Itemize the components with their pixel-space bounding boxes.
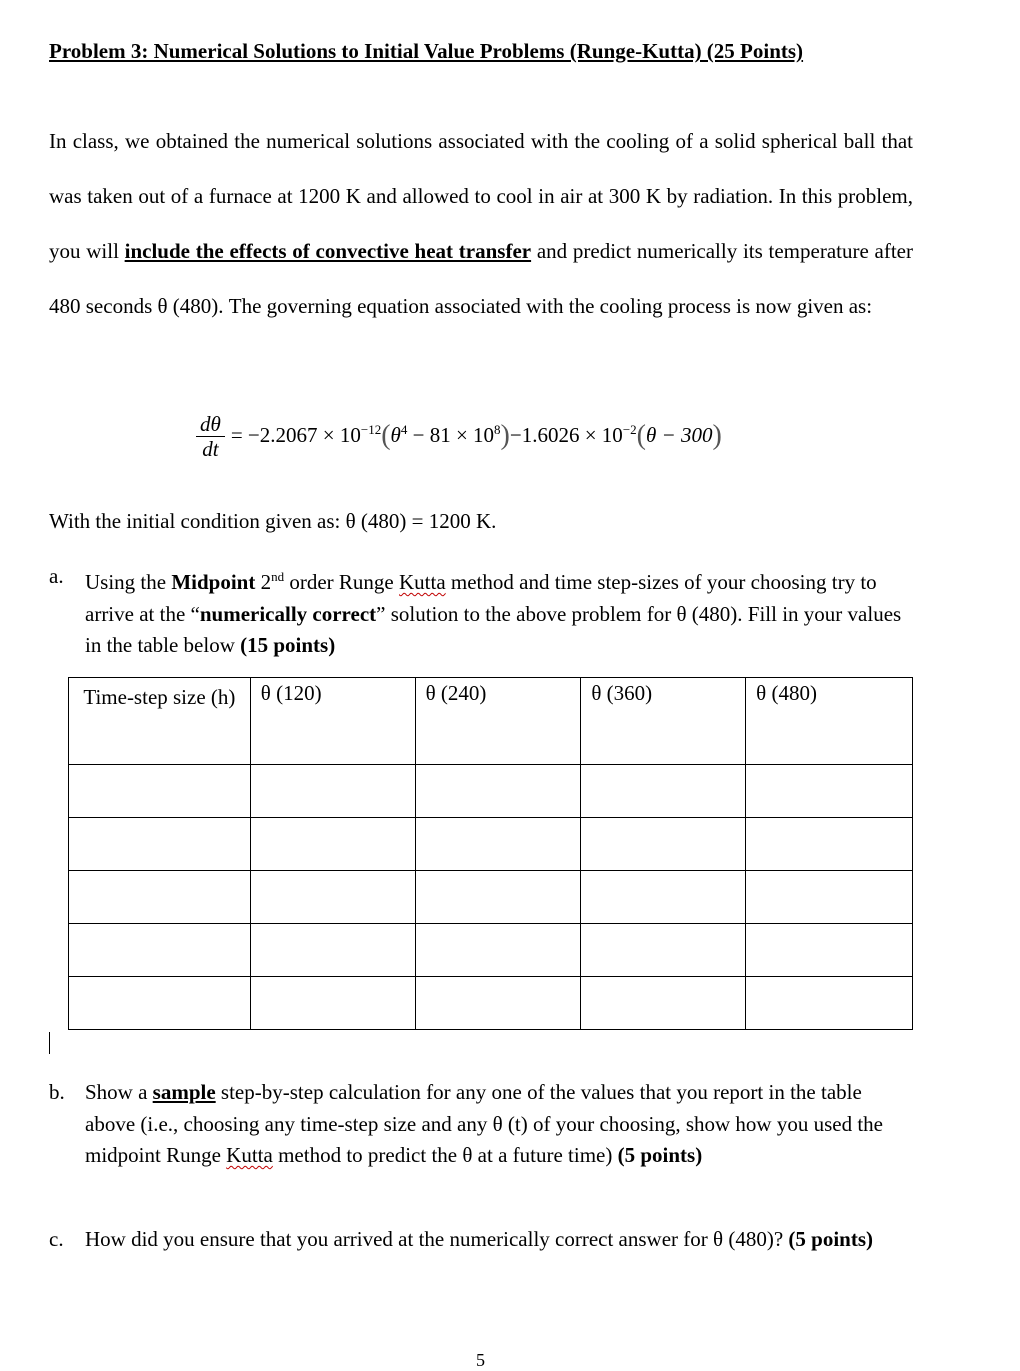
header-step-size: Time-step size (h): [69, 678, 251, 765]
eq-term-d: −1.6026 × 10: [509, 423, 623, 447]
initial-condition: With the initial condition given as: θ (480) = 1200 K.: [49, 509, 497, 533]
part-a-text-2: 2: [255, 570, 272, 594]
header-theta-240: θ (240): [415, 678, 581, 765]
table-cell[interactable]: [581, 977, 746, 1030]
table-row: [69, 765, 913, 818]
table-cell[interactable]: [250, 818, 415, 871]
eq-exp-c: 8: [494, 422, 501, 437]
page-title: Problem 3: Numerical Solutions to Initial Value Problems (Runge-Kutta) (25 Points): [49, 39, 804, 63]
header-theta-120: θ (120): [250, 678, 415, 765]
eq-term-c: − 81 × 10: [407, 423, 495, 447]
part-a-text-1: Using the: [85, 570, 172, 594]
governing-equation: [196, 406, 722, 466]
part-a-text-4: method and time step-sizes of your choosing try to arrive at the “: [85, 570, 877, 626]
page-number: 5: [476, 1350, 485, 1370]
table-cell[interactable]: [415, 818, 581, 871]
table-cell[interactable]: [581, 924, 746, 977]
part-b-text-1: Show a: [85, 1080, 153, 1104]
table-header-row: [69, 678, 913, 765]
table-row: [69, 818, 913, 871]
derivative-denominator: dt: [202, 436, 219, 461]
part-a-text-3: order Runge: [284, 570, 399, 594]
table-cell[interactable]: [415, 871, 581, 924]
part-a-text-5: ” solution to the above problem for θ (480). Fill in your values in the table below: [85, 601, 902, 657]
part-b: [49, 1077, 913, 1172]
part-a: [49, 561, 913, 662]
part-c-body: [85, 1224, 913, 1256]
table-cell[interactable]: [69, 871, 251, 924]
part-c: [49, 1224, 913, 1256]
part-c-marker: c.: [49, 1227, 64, 1251]
part-b-text-2: step-by-step calculation for any one of the values that you report in the table above (i.e., choosing any time-step size and any θ (t) of your choosing, show how you used the midpoint Runge: [85, 1080, 883, 1167]
table-cell[interactable]: [250, 871, 415, 924]
table-cell[interactable]: [746, 871, 913, 924]
part-a-bold-correct: numerically correct: [199, 601, 377, 626]
table-cell[interactable]: [250, 924, 415, 977]
eq-exp-d: −2: [622, 422, 637, 437]
intro-emphasis: include the effects of convective heat transfer: [124, 239, 532, 263]
intro-text-2: and predict numerically its temperature after 480 seconds θ (480). The governing equation associated with the cooling process is now given as:: [49, 239, 913, 318]
part-a-points: (15 points): [240, 633, 336, 657]
table-cell[interactable]: [746, 924, 913, 977]
part-b-kutta: Kutta: [226, 1143, 273, 1167]
table-cell[interactable]: [250, 977, 415, 1030]
derivative-fraction: [196, 412, 225, 461]
part-a-marker: a.: [49, 564, 64, 588]
results-table: [68, 677, 913, 1030]
eq-term-a: = −2.2067 × 10: [230, 423, 361, 447]
table-cell[interactable]: [69, 818, 251, 871]
intro-text-1: In class, we obtained the numerical solutions associated with the cooling of a solid spherical ball that was taken out of a furnace at 1200 K and allowed to cool in air at 300 K by radiation. In this problem, you will: [49, 129, 913, 263]
part-a-superscript: nd: [271, 569, 285, 584]
part-b-points: (5 points): [617, 1143, 703, 1167]
table-cell[interactable]: [746, 765, 913, 818]
table-cell[interactable]: [746, 818, 913, 871]
part-a-body: [85, 561, 913, 662]
eq-exp-b: 4: [400, 422, 408, 437]
derivative-numerator: dθ: [196, 412, 225, 437]
table-row: [69, 871, 913, 924]
table-cell[interactable]: [250, 765, 415, 818]
text-cursor: [49, 1032, 50, 1054]
part-b-bold-sample: sample: [152, 1080, 216, 1104]
equation-rhs: = $-2.2067 \times 10^{-12}(\theta^4 - 81 \times 10^8)-1.6026 \times 10^{-2}(\theta - 300)$: [230, 420, 722, 451]
table-cell[interactable]: [746, 977, 913, 1030]
intro-paragraph: [49, 114, 913, 334]
table-cell[interactable]: [69, 765, 251, 818]
table-cell[interactable]: [581, 871, 746, 924]
part-b-marker: b.: [49, 1080, 65, 1104]
table-cell[interactable]: [69, 924, 251, 977]
table-row: [69, 977, 913, 1030]
table-cell[interactable]: [415, 977, 581, 1030]
table-cell[interactable]: [581, 818, 746, 871]
part-b-body: [85, 1077, 913, 1172]
part-a-kutta: Kutta: [399, 570, 446, 594]
table-row: [69, 924, 913, 977]
table-cell[interactable]: [581, 765, 746, 818]
table-cell[interactable]: [415, 924, 581, 977]
part-b-text-3: method to predict the θ at a future time): [272, 1143, 618, 1167]
part-a-bold-midpoint: Midpoint: [171, 570, 256, 594]
header-theta-480: θ (480): [746, 678, 913, 765]
eq-term-e: θ − 300: [645, 423, 713, 447]
header-theta-360: θ (360): [581, 678, 746, 765]
table-cell[interactable]: [415, 765, 581, 818]
table-cell[interactable]: [69, 977, 251, 1030]
eq-term-b: θ: [390, 423, 401, 447]
eq-exp-a: −12: [360, 422, 382, 437]
part-c-text-1: How did you ensure that you arrived at the numerically correct answer for θ (480)?: [85, 1227, 789, 1251]
part-c-points: (5 points): [788, 1227, 873, 1251]
